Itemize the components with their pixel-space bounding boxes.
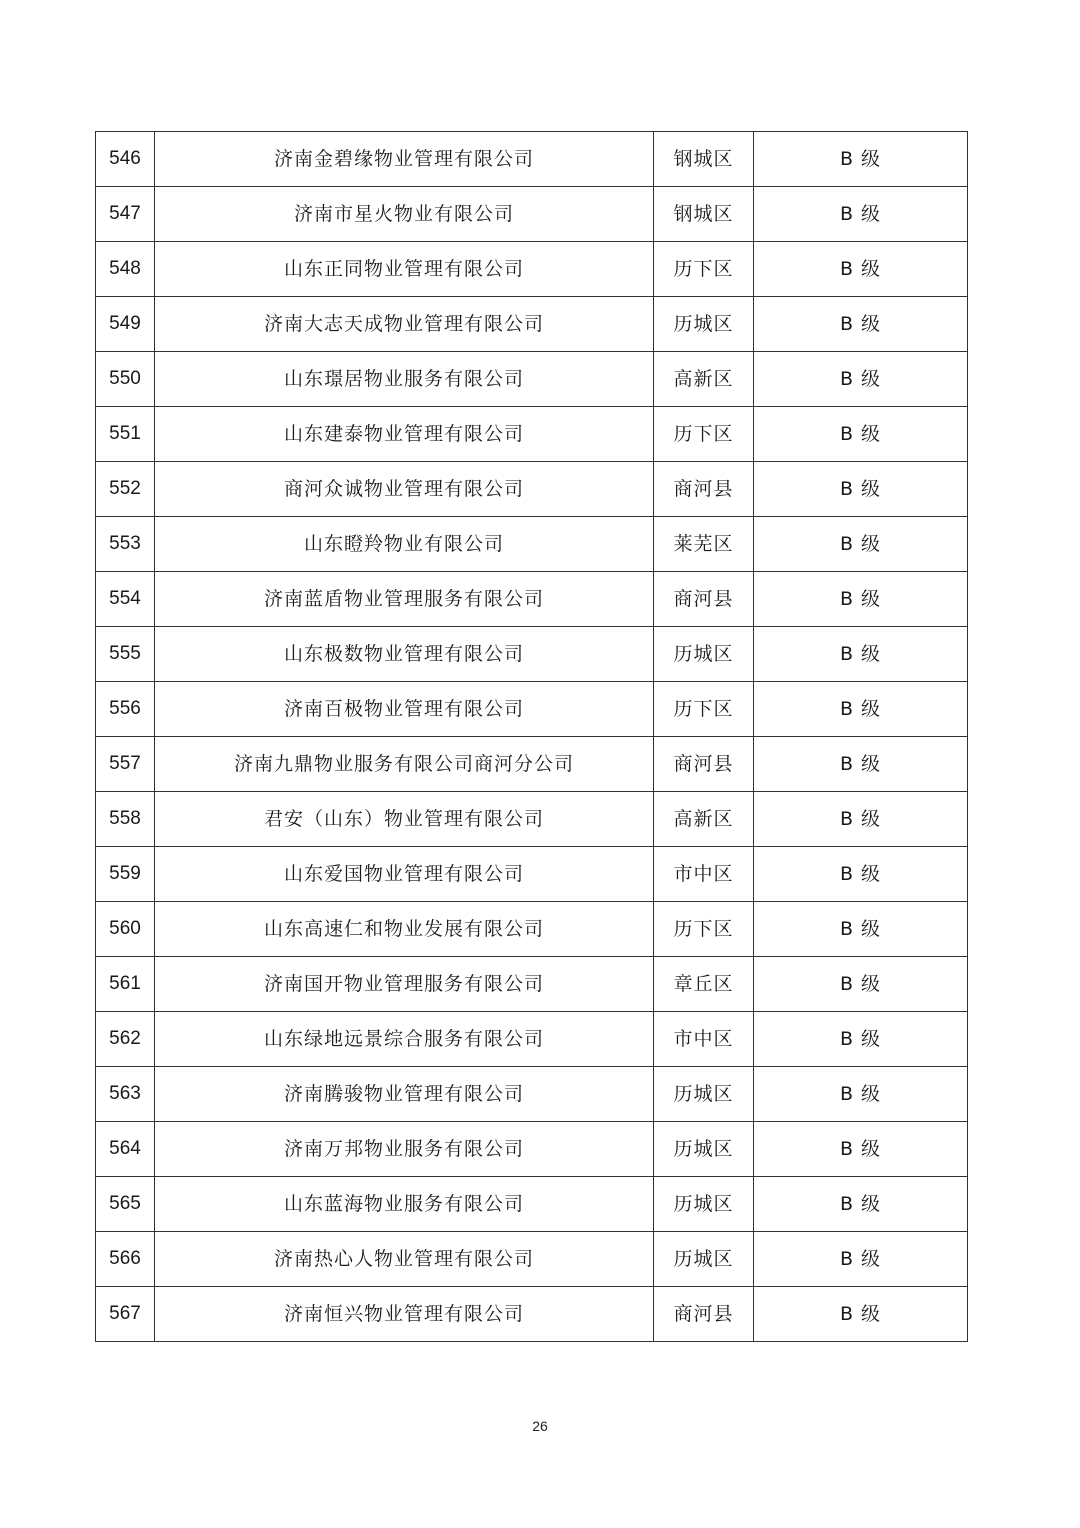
district-cell: 商河县 [654, 1287, 754, 1342]
district-cell: 历城区 [654, 1232, 754, 1287]
table-row [96, 1287, 968, 1342]
grade-cell: B 级 [754, 1012, 968, 1067]
row-number-cell: 551 [96, 407, 155, 462]
company-name-cell: 济南国开物业管理服务有限公司 [155, 957, 654, 1012]
district-cell: 市中区 [654, 847, 754, 902]
district-cell: 商河县 [654, 737, 754, 792]
district-cell: 商河县 [654, 572, 754, 627]
grade-cell: B 级 [754, 1122, 968, 1177]
row-number-cell: 557 [96, 737, 155, 792]
company-name-cell: 济南市星火物业有限公司 [155, 187, 654, 242]
district-cell: 历城区 [654, 627, 754, 682]
page-number: 26 [532, 1418, 548, 1434]
table-row [96, 297, 968, 352]
row-number-cell: 556 [96, 682, 155, 737]
row-number-cell: 563 [96, 1067, 155, 1122]
row-number-cell: 560 [96, 902, 155, 957]
grade-cell: B 级 [754, 407, 968, 462]
row-number-cell: 566 [96, 1232, 155, 1287]
district-cell: 章丘区 [654, 957, 754, 1012]
company-rating-table [95, 131, 968, 1342]
table-row [96, 132, 968, 187]
grade-cell: B 级 [754, 572, 968, 627]
row-number-cell: 564 [96, 1122, 155, 1177]
grade-cell: B 级 [754, 737, 968, 792]
grade-cell: B 级 [754, 627, 968, 682]
grade-cell: B 级 [754, 132, 968, 187]
row-number-cell: 548 [96, 242, 155, 297]
table-row [96, 407, 968, 462]
row-number-cell: 553 [96, 517, 155, 572]
table-row [96, 902, 968, 957]
district-cell: 历城区 [654, 1067, 754, 1122]
table-body [96, 132, 968, 1342]
company-name-cell: 济南恒兴物业管理有限公司 [155, 1287, 654, 1342]
district-cell: 钢城区 [654, 132, 754, 187]
row-number-cell: 546 [96, 132, 155, 187]
grade-cell: B 级 [754, 297, 968, 352]
table-row [96, 847, 968, 902]
row-number-cell: 552 [96, 462, 155, 517]
table-row [96, 187, 968, 242]
company-name-cell: 济南金碧缘物业管理有限公司 [155, 132, 654, 187]
company-name-cell: 商河众诚物业管理有限公司 [155, 462, 654, 517]
district-cell: 历城区 [654, 297, 754, 352]
company-name-cell: 济南蓝盾物业管理服务有限公司 [155, 572, 654, 627]
district-cell: 历下区 [654, 407, 754, 462]
grade-cell: B 级 [754, 957, 968, 1012]
district-cell: 历下区 [654, 682, 754, 737]
row-number-cell: 547 [96, 187, 155, 242]
table-row [96, 957, 968, 1012]
district-cell: 历下区 [654, 902, 754, 957]
district-cell: 莱芜区 [654, 517, 754, 572]
grade-cell: B 级 [754, 1232, 968, 1287]
row-number-cell: 565 [96, 1177, 155, 1232]
company-name-cell: 山东绿地远景综合服务有限公司 [155, 1012, 654, 1067]
grade-cell: B 级 [754, 1287, 968, 1342]
row-number-cell: 561 [96, 957, 155, 1012]
row-number-cell: 558 [96, 792, 155, 847]
row-number-cell: 549 [96, 297, 155, 352]
row-number-cell: 562 [96, 1012, 155, 1067]
district-cell: 高新区 [654, 792, 754, 847]
company-name-cell: 济南大志天成物业管理有限公司 [155, 297, 654, 352]
table-row [96, 1177, 968, 1232]
row-number-cell: 559 [96, 847, 155, 902]
grade-cell: B 级 [754, 242, 968, 297]
table-row [96, 1067, 968, 1122]
table-row [96, 1122, 968, 1177]
grade-cell: B 级 [754, 1067, 968, 1122]
district-cell: 商河县 [654, 462, 754, 517]
table-row [96, 1232, 968, 1287]
row-number-cell: 555 [96, 627, 155, 682]
company-name-cell: 济南万邦物业服务有限公司 [155, 1122, 654, 1177]
company-name-cell: 山东瞪羚物业有限公司 [155, 517, 654, 572]
district-cell: 历城区 [654, 1177, 754, 1232]
company-name-cell: 山东爱国物业管理有限公司 [155, 847, 654, 902]
grade-cell: B 级 [754, 1177, 968, 1232]
table-row [96, 792, 968, 847]
table-row [96, 352, 968, 407]
company-name-cell: 济南热心人物业管理有限公司 [155, 1232, 654, 1287]
grade-cell: B 级 [754, 792, 968, 847]
district-cell: 高新区 [654, 352, 754, 407]
table-row [96, 572, 968, 627]
table-row [96, 737, 968, 792]
district-cell: 钢城区 [654, 187, 754, 242]
row-number-cell: 567 [96, 1287, 155, 1342]
company-name-cell: 君安（山东）物业管理有限公司 [155, 792, 654, 847]
grade-cell: B 级 [754, 902, 968, 957]
grade-cell: B 级 [754, 682, 968, 737]
grade-cell: B 级 [754, 847, 968, 902]
row-number-cell: 550 [96, 352, 155, 407]
table-row [96, 462, 968, 517]
district-cell: 市中区 [654, 1012, 754, 1067]
company-name-cell: 山东璟居物业服务有限公司 [155, 352, 654, 407]
grade-cell: B 级 [754, 352, 968, 407]
company-name-cell: 山东正同物业管理有限公司 [155, 242, 654, 297]
company-name-cell: 济南九鼎物业服务有限公司商河分公司 [155, 737, 654, 792]
company-name-cell: 山东蓝海物业服务有限公司 [155, 1177, 654, 1232]
table-row [96, 242, 968, 297]
district-cell: 历下区 [654, 242, 754, 297]
grade-cell: B 级 [754, 462, 968, 517]
district-cell: 历城区 [654, 1122, 754, 1177]
company-name-cell: 山东高速仁和物业发展有限公司 [155, 902, 654, 957]
grade-cell: B 级 [754, 517, 968, 572]
grade-cell: B 级 [754, 187, 968, 242]
company-name-cell: 济南百极物业管理有限公司 [155, 682, 654, 737]
company-name-cell: 济南腾骏物业管理有限公司 [155, 1067, 654, 1122]
table-row [96, 682, 968, 737]
table-row [96, 1012, 968, 1067]
table-row [96, 627, 968, 682]
row-number-cell: 554 [96, 572, 155, 627]
table-row [96, 517, 968, 572]
company-name-cell: 山东极数物业管理有限公司 [155, 627, 654, 682]
company-name-cell: 山东建泰物业管理有限公司 [155, 407, 654, 462]
